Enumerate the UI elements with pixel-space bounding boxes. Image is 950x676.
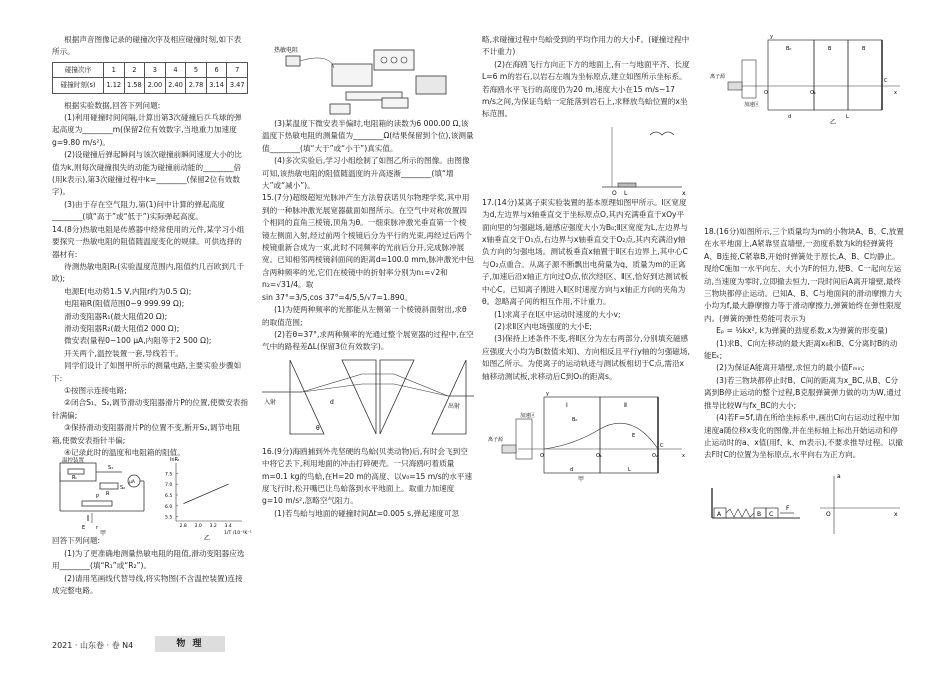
region-I [544, 397, 600, 473]
microammeter-component [332, 64, 372, 86]
thermistor-symbol [68, 469, 84, 474]
acceleration-zone [516, 419, 532, 459]
column-2 [262, 34, 474, 520]
table-cell: 1 [104, 62, 125, 77]
ion-figure-jia [482, 389, 690, 485]
table-cell: 3 [145, 62, 166, 77]
p-label: P [96, 494, 100, 501]
question-text: (2)求Ⅱ区内电场强度的大小E; [494, 321, 592, 331]
y-tick-label: 6.0 [165, 505, 173, 511]
figure-jia-label: 甲 [100, 530, 107, 538]
acc-label: 加速区 [520, 412, 536, 419]
question-text: 根据实验数据,回答下列问题: [64, 100, 161, 110]
x-axis-label: x [894, 510, 898, 518]
prism-2 [342, 360, 376, 434]
question-text: (2)请用笔画线代替导线,将实物图(不含温控装置)连接成完整电路。 [52, 573, 243, 596]
theta-label: θ [316, 424, 320, 432]
width-d-label: d [788, 114, 792, 120]
e-label: E [82, 525, 86, 532]
prism-3 [380, 360, 414, 434]
switch-component [382, 98, 408, 108]
length-label: L [624, 189, 628, 197]
acceleration-zone [742, 60, 756, 98]
thermostat-box [60, 463, 96, 481]
y-axis-label: y [546, 390, 549, 397]
x-tick-label: 3.2 [209, 524, 217, 530]
point-c-label: C [884, 78, 888, 84]
material-item: 电阻箱R(阻值范围0~9 999.99 Ω); [64, 299, 185, 309]
table-cell: 7 [227, 62, 248, 77]
a-axis-label: a [837, 472, 841, 480]
question-text: (1)为了更准确地测量热敏电阻的阻值,滑动变阻器应选用________(填“R₁”或“R₂”)。 [52, 548, 245, 571]
table-cell: 碰撞时刻(s) [53, 78, 104, 93]
question-text: (4)若F=5f,请在所给坐标系中,画出C向右运动过程中加速度a随位移x变化的图像,并在坐标轴上标出开始运动和停止运动时的a、x值(用f、k、m表示),不要求推导过程。以撤去F时C的位置为坐标原点,水平向右为正方向。 [704, 413, 904, 460]
block-svg [704, 468, 904, 538]
question-text: (1)为使两种频率的光都能从左侧第一个棱镜斜面射出,求θ的取值范围; [262, 305, 467, 327]
label-c: C [769, 510, 774, 518]
figure-yi-label: 乙 [830, 119, 837, 126]
question-16-title: 16.(9分)海鸥捕到外壳坚硬的鸟蛤(贝类动物)后,有时会飞到空中将它丢下,利用地面的冲击打碎硬壳。一只海鸥叼着质量m=0.1 kg的鸟蛤,在H=20 m的高度、以v₀=15 m/s的水平速度飞行时,松开嘴巴让鸟蛤落到水平地面上。取重力加速度g=10 m/s²,忽略空气阻力。 [262, 446, 473, 506]
y-axis-label: y [770, 34, 773, 40]
ion-source [502, 445, 516, 453]
table-cell: 2.40 [165, 78, 186, 93]
s1-label: S₁ [108, 465, 114, 472]
label-a: A [717, 510, 722, 518]
switch-component [330, 104, 350, 114]
ion-yi-svg [706, 34, 902, 124]
ion-source [728, 82, 742, 90]
lnR-graph [165, 457, 252, 542]
seagull-icon [650, 132, 674, 135]
b-right-label: B [862, 46, 866, 52]
resistance-box-component [374, 50, 414, 70]
b-left-label: B [828, 46, 832, 52]
acc-label: 加速区 [744, 102, 760, 108]
question-17-title: 17.(14分)某离子束实验装置的基本原理如图甲所示。Ⅰ区宽度为d,左边界与x轴垂直交于坐标原点O,其内充满垂直于xOy平面向里的匀强磁场,磁感应强度大小为B₀;Ⅱ区宽度为L,左边界与x轴垂直交于O₁点,右边界与x轴垂直交于O₂点,其内充满沿y轴负方向的匀强电场。测试板垂直x轴置于Ⅱ区右边界上,其中心C与O₂点重合。从离子源不断飘出电荷量为q、质量为m的正离子,加速后沿x轴正方向过O点,依次经Ⅰ区、Ⅱ区,恰好到达测试板中心C。已知离子刚进入Ⅱ区时速度方向与x轴正方向的夹角为θ。忽略离子间的相互作用,不计重力。 [482, 197, 688, 307]
question-text: (2)在海鸥飞行方向正下方的地面上,有一与地面平齐、长度L=6 m的岩石,以岩石左端为坐标原点,建立如图所示坐标系。若海鸥水平飞行的高度仍为20 m,速度大小在15 m/s~17 m/s之间,为保证鸟蛤一定能落到岩石上,求释放鸟蛤位置的x坐标范围。 [482, 59, 690, 119]
step-item: ③保持滑动变阻器滑片P的位置不变,断开S₂,调节电阻箱,使微安表指针半偏; [52, 423, 241, 445]
battery-component [416, 76, 446, 94]
b0-label: B₀ [572, 416, 578, 423]
y-tick-label: 7.0 [165, 483, 173, 489]
width-l-label: L [628, 466, 631, 473]
y-tick-label: 6.5 [165, 494, 173, 500]
material-item: 滑动变阻器R₂(最大阻值2 000 Ω); [64, 323, 180, 333]
material-item: 待测热敏电阻Rₜ(实验温度范围内,阻值约几百欧到几千欧); [52, 261, 245, 284]
rock [618, 183, 636, 187]
region-II [600, 397, 658, 473]
material-item: 开关两个,温控装置一套,导线若干。 [64, 348, 183, 358]
x-axis-label: 1/T /10⁻³K⁻¹ [224, 531, 252, 537]
question-text: (3)由于存在空气阻力,第(1)问中计算的弹起高度________(填“高于”或“低于”)实际弹起高度。 [52, 199, 225, 222]
resistance-box-symbol [100, 483, 118, 489]
question-text: (2)若θ=37°,求两种频率的光通过整个展宽器的过程中,在空气中的路程差ΔL(保留3位有效数字)。 [262, 329, 474, 352]
b0-label: B₀ [786, 46, 792, 52]
data-line [184, 485, 229, 505]
table-cell: 1.12 [104, 78, 125, 93]
question-text: (1)求B、C向左移动的最大距离x₀和B、C分离时B的动能Eₖ; [704, 338, 898, 361]
figure-jia-label: 甲 [578, 475, 585, 483]
question-text: (3)某温度下微安表半偏时,电阻箱的读数为6 000.00 Ω,该温度下热敏电阻的测量值为________Ω(结果保留到个位),该测量值________(填“大于”或“小于”)真实值。 [262, 119, 474, 153]
incident-label: 入射 [264, 398, 277, 406]
question-text: (4)多次实验后,学习小组绘制了如图乙所示的图像。由图像可知,该热敏电阻的阻值随温度的升高逐渐________(填“增大”或“减小”)。 [262, 156, 470, 191]
question-text: (2)为保证A能离开墙壁,求恒力的最小值Fₘᵢₙ; [716, 363, 865, 373]
question-text: (1)利用碰撞时间间隔,计算出第3次碰撞后乒乓球的弹起高度为________m(保留2位有效数字,当地重力加速度g=9.80 m/s²)。 [52, 113, 242, 147]
table-cell: 5 [186, 62, 207, 77]
ion-source-label: 离子源 [710, 74, 726, 80]
material-item: 同学们设计了如图甲所示的测量电路,主要实验步骤如下: [52, 361, 242, 383]
x-axis-label: x [682, 452, 685, 459]
distance-d-label: d [330, 398, 334, 406]
prism-4 [432, 360, 466, 434]
exit-label: 出射 [448, 402, 461, 410]
y-tick-label: 5.5 [165, 516, 173, 522]
footer-text: 2021 · 山东卷 · 卷 N4 [52, 641, 134, 650]
table-cell: 4 [165, 62, 186, 77]
x-tick-label: 3.0 [194, 524, 202, 530]
width-l-label: L [846, 114, 849, 120]
rheostat-symbol [82, 501, 112, 506]
origin-o-label: O [764, 90, 768, 96]
rt-label: Rₜ [72, 475, 77, 482]
prism-1 [290, 360, 324, 434]
table-cell: 3.14 [206, 78, 227, 93]
x-axis-label: x [682, 189, 686, 197]
table-cell: 2 [124, 62, 145, 77]
question-text: (2)设碰撞后弹起瞬间与该次碰撞前瞬间速度大小的比值为k,则每次碰撞损失的动能为碰撞前动能的________倍(用k表示),第3次碰撞过程中k=________(保留2位有效数字)。 [52, 150, 242, 197]
origin-o-label: O [540, 452, 544, 459]
question-14-title: 14.(8分)热敏电阻是传感器中经常使用的元件,某学习小组要探究一热敏电阻的阻值随温度变化的规律。可供选择的器材有: [52, 224, 245, 259]
apparatus-svg [262, 34, 474, 118]
width-d-label: d [570, 466, 574, 473]
r-box-label: R [106, 491, 110, 498]
question-text: 略,求碰撞过程中鸟蛤受到的平均作用力的大小F。(碰撞过程中不计重力) [482, 35, 690, 57]
ion-source-label: 离子源 [488, 436, 504, 443]
e-field-label: E [632, 432, 636, 439]
ion-jia-svg [482, 389, 690, 485]
block-figure [704, 468, 904, 538]
x-tick-label: 3.4 [224, 524, 232, 530]
table-cell: 3.47 [227, 78, 248, 93]
question-text: (1)若鸟蛤与地面的碰撞时间Δt=0.005 s,弹起速度可忽 [274, 508, 460, 518]
answer-intro: 回答下列问题: [52, 536, 101, 546]
origin-label: O [826, 510, 831, 518]
x-tick-label: 2.8 [179, 524, 187, 530]
table-cell: 2.00 [145, 78, 166, 93]
o1-label: O₁ [596, 452, 602, 459]
material-item: 滑动变阻器R₁(最大阻值20 Ω); [64, 311, 168, 321]
y-axis-label: lnRₜ [170, 457, 180, 464]
table-cell: 碰撞次序 [53, 62, 104, 77]
question-text: (3)保持上述条件不变,将Ⅱ区分为左右两部分,分别填充磁感应强度大小均为B(数值未知)、方向相反且平行y轴的匀强磁场,如图乙所示。为使离子的运动轨迹与测试板相切于C点,需沿x轴移动测试板,求移动后C到O₁的距离s。 [482, 334, 690, 381]
seagull-svg [482, 121, 690, 197]
o1-label: O₁ [810, 90, 816, 96]
thermistor-label: 热敏电阻 [274, 47, 299, 54]
table-cell: 6 [206, 62, 227, 77]
table-row [53, 62, 248, 77]
apparatus-figure [262, 34, 474, 118]
microammeter-label: μA [129, 480, 135, 486]
ion-trajectory [544, 423, 658, 449]
spring [726, 509, 754, 517]
table-cell: 1.58 [124, 78, 145, 93]
column-4 [704, 226, 904, 538]
material-item: 微安表(量程0~100 μA,内阻等于2 500 Ω); [64, 336, 212, 346]
point-c-label: C [660, 442, 664, 449]
r-internal-label: r [96, 525, 99, 532]
origin-label: O [612, 189, 617, 197]
thermostat-label: 温控装置 [62, 458, 85, 465]
question-text: (1)求离子在Ⅰ区中运动时速度的大小v; [494, 309, 621, 319]
material-item: 电源E(电动势1.5 V,内阻r约为0.5 Ω); [64, 286, 192, 296]
seagull-figure [482, 121, 690, 197]
y-tick-label: 7.5 [165, 472, 173, 478]
ion-figure-yi [706, 34, 902, 124]
step-item: ④记录此时的温度和电阻箱的阻值。 [64, 448, 185, 457]
step-item: ②闭合S₁、S₂,调节滑动变阻器滑片P的位置,使微安表指针满偏; [52, 398, 248, 420]
question-18-title: 18.(16分)如图所示,三个质量均为m的小物块A、B、C,放置在水平地面上,A紧靠竖直墙壁,一劲度系数为k的轻弹簧将A、B连接,C紧靠B,开始时弹簧处于原长,A、B、C均静止。现给C施加一水平向左、大小为F的恒力,使B、C一起向左运动,当速度为零时,立即撤去恒力,一段时间后A离开墙壁,最终三物块都停止运动。已知A、B、C与地面间的滑动摩擦力大小均为f,最大静摩擦力等于滑动摩擦力,弹簧始终在弹性限度内。(弹簧的弹性势能可表示为 [704, 227, 904, 323]
o2-label: O₂ [652, 452, 658, 459]
subject-badge: 物 理 [155, 636, 225, 652]
prism-svg [262, 354, 474, 446]
collision-table [52, 62, 248, 94]
step-item: ①按图示连接电路; [64, 385, 127, 395]
region-I-label: Ⅰ [566, 401, 568, 409]
question-text: (3)若三物块都停止时B、C间的距离为x_BC,从B、C分离到B停止运动的整个过程,B克服弹簧弹力做的功为W,通过推导比较W与fx_BC的大小; [704, 375, 902, 410]
thermistor-component [286, 56, 300, 66]
table-row [53, 78, 248, 93]
intro-text: 根据声音图像记录的碰撞次序及相应碰撞时刻,如下表所示。 [52, 35, 242, 57]
table-cell: 2.78 [186, 78, 207, 93]
column-3 [482, 34, 690, 485]
question-15-title: 15.(7分)超级超短光脉冲产生方法曾获诺贝尔物理学奖,其中用到的一种脉冲激光展宽器截面如图所示。在空气中对称放置四个相同的直角三棱镜,顶角为θ。一细束脉冲激光垂直第一个棱镜左侧面入射,经过前两个棱镜后分为平行的光束,再经过后两个棱镜重新合成为一束,此时不同频率的光前后分开,完成脉冲展宽。已知相邻两棱镜斜面间的距离d=100.0 mm,脉冲激光中包含两种频率的光,它们在棱镜中的折射率分别为n₁=√2和n₂=√31/4。取 [262, 193, 475, 290]
x-axis-label: x [894, 90, 897, 96]
s2-label: S₂ [120, 485, 126, 492]
label-f: F [786, 504, 790, 512]
prism-figure [262, 354, 474, 446]
elastic-formula: Eₚ = ½kx², k为弹簧的劲度系数,x为弹簧的形变量) [716, 326, 888, 336]
label-b: B [757, 510, 762, 518]
column-1 [52, 34, 252, 597]
trig-values: sin 37°=3/5,cos 37°=4/5,5/√7=1.890。 [262, 292, 413, 302]
region-II-label: Ⅱ [624, 401, 627, 409]
figure-yi-label: 乙 [204, 535, 211, 543]
